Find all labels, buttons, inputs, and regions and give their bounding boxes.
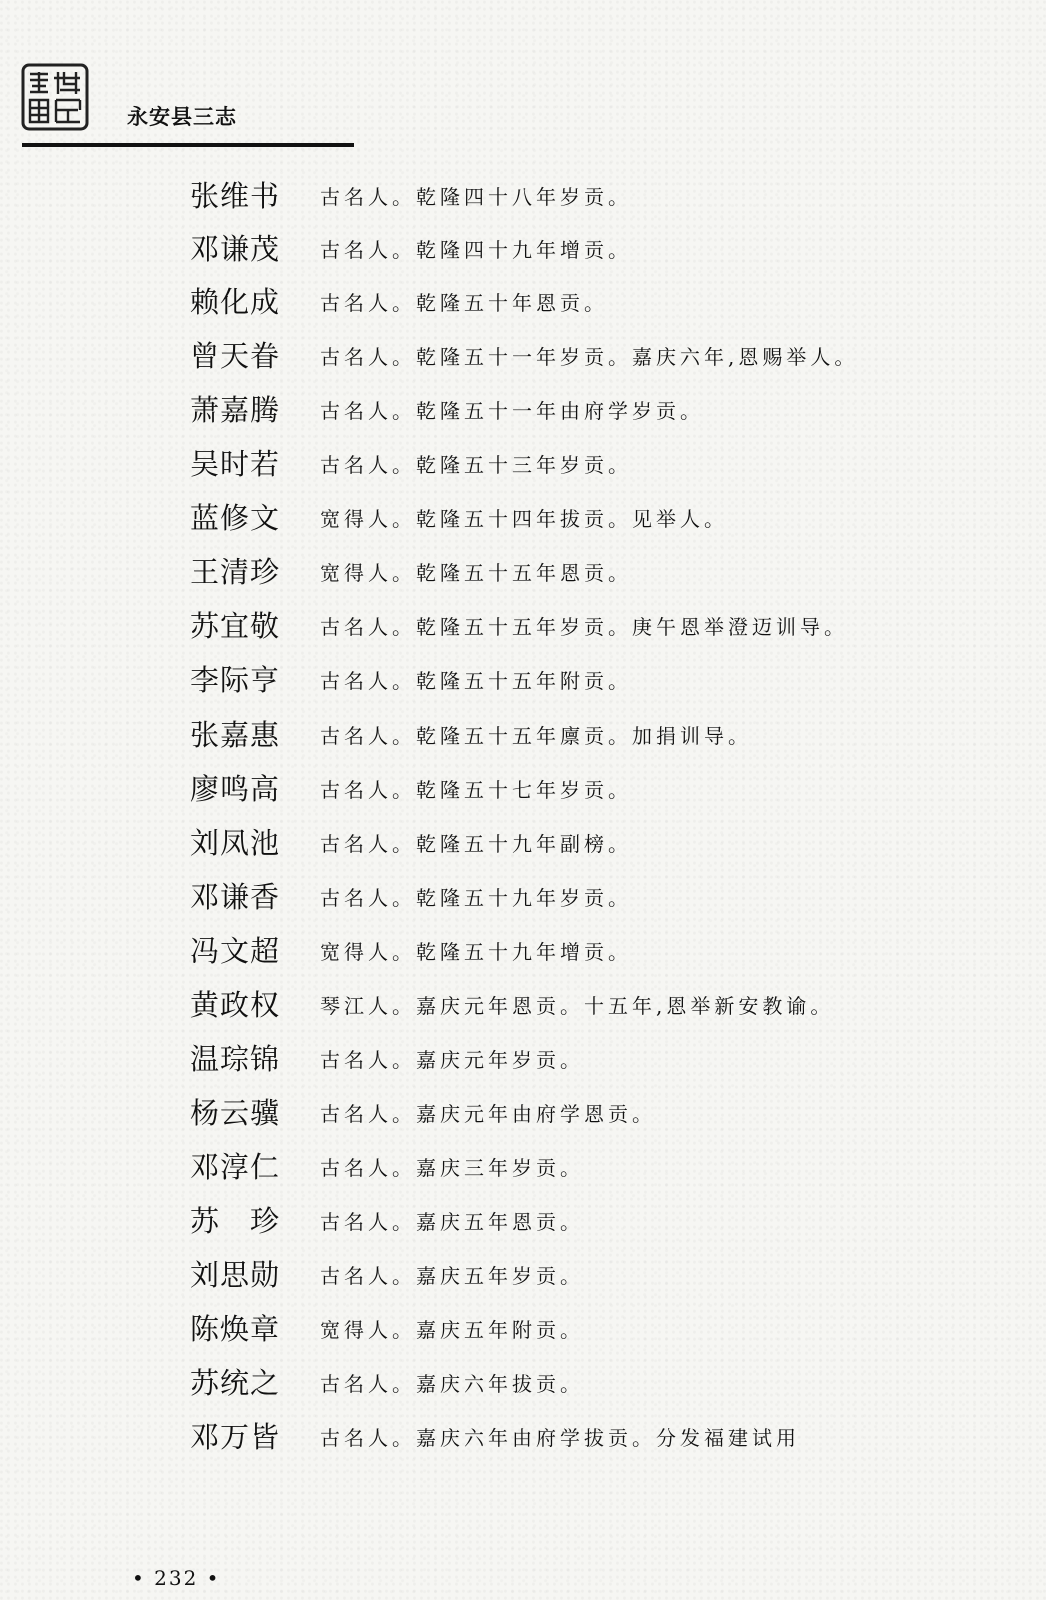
- list-item: [0, 929, 1046, 979]
- entry-desc: 宽得人。乾隆五十九年增贡。: [320, 940, 632, 964]
- list-item: [0, 1145, 1046, 1195]
- entry-name: 曾天眷: [190, 339, 281, 373]
- list-item: [0, 1199, 1046, 1249]
- entry-desc: 古名人。乾隆五十五年廪贡。加捐训导。: [320, 724, 752, 748]
- entry-desc: 古名人。嘉庆三年岁贡。: [320, 1156, 584, 1180]
- entry-name: 邓谦香: [190, 880, 281, 914]
- list-item: [0, 227, 1046, 277]
- entry-name: 赖化成: [190, 285, 281, 319]
- list-item: [0, 1091, 1046, 1141]
- entry-desc: 古名人。乾隆四十九年增贡。: [320, 238, 632, 262]
- entry-name: 邓淳仁: [190, 1150, 281, 1184]
- entry-desc: 古名人。乾隆五十五年岁贡。庚午恩举澄迈训导。: [320, 615, 848, 639]
- entry-name: 李际亨: [190, 663, 281, 697]
- list-item: [0, 713, 1046, 763]
- page-number: • 232 •: [132, 1566, 221, 1590]
- entry-name: 吴时若: [190, 447, 281, 481]
- list-item: [0, 658, 1046, 708]
- entry-name: 邓万皆: [190, 1420, 281, 1454]
- list-item: [0, 280, 1046, 330]
- list-item: [0, 334, 1046, 384]
- list-item: [0, 550, 1046, 600]
- entry-desc: 古名人。嘉庆六年由府学拔贡。分发福建试用: [320, 1426, 800, 1450]
- entry-desc: 古名人。嘉庆元年岁贡。: [320, 1048, 584, 1072]
- list-item: [0, 1253, 1046, 1303]
- list-item: [0, 767, 1046, 817]
- entry-desc: 古名人。乾隆五十年恩贡。: [320, 291, 608, 315]
- entry-desc: 古名人。嘉庆五年恩贡。: [320, 1210, 584, 1234]
- entry-name: 张维书: [190, 179, 281, 213]
- entry-name: 王清珍: [190, 555, 281, 589]
- entry-desc: 古名人。乾隆五十九年岁贡。: [320, 886, 632, 910]
- entry-name: 苏统之: [190, 1366, 281, 1400]
- entry-name: 温琮锦: [190, 1042, 281, 1076]
- entry-desc: 琴江人。嘉庆元年恩贡。十五年,恩举新安教谕。: [320, 994, 835, 1018]
- entry-name: 苏 珍: [190, 1204, 281, 1238]
- entry-desc: 古名人。乾隆五十三年岁贡。: [320, 453, 632, 477]
- list-item: [0, 604, 1046, 654]
- entry-desc: 古名人。乾隆五十一年由府学岁贡。: [320, 399, 704, 423]
- entry-name: 廖鸣高: [190, 772, 281, 806]
- header-rule: [22, 143, 354, 147]
- entry-name: 萧嘉腾: [190, 393, 281, 427]
- entry-desc: 古名人。乾隆五十七年岁贡。: [320, 778, 632, 802]
- entry-desc: 古名人。乾隆五十九年副榜。: [320, 832, 632, 856]
- running-header-title: 永安县三志: [127, 105, 237, 129]
- entry-name: 冯文超: [190, 934, 281, 968]
- entry-desc: 古名人。乾隆四十八年岁贡。: [320, 185, 632, 209]
- entry-desc: 古名人。嘉庆六年拔贡。: [320, 1372, 584, 1396]
- entry-name: 陈焕章: [190, 1312, 281, 1346]
- list-item: [0, 496, 1046, 546]
- entry-desc: 古名人。乾隆五十五年附贡。: [320, 669, 632, 693]
- list-item: [0, 875, 1046, 925]
- entry-name: 苏宜敬: [190, 609, 281, 643]
- entry-name: 刘凤池: [190, 826, 281, 860]
- entry-desc: 宽得人。乾隆五十四年拔贡。见举人。: [320, 507, 728, 531]
- list-item: [0, 1361, 1046, 1411]
- list-item: [0, 983, 1046, 1033]
- list-item: [0, 1307, 1046, 1357]
- entry-desc: 宽得人。乾隆五十五年恩贡。: [320, 561, 632, 585]
- list-item: [0, 388, 1046, 438]
- seal-logo-icon: [20, 62, 90, 132]
- entry-desc: 古名人。乾隆五十一年岁贡。嘉庆六年,恩赐举人。: [320, 345, 859, 369]
- entry-name: 蓝修文: [190, 501, 281, 535]
- entry-name: 黄政权: [190, 988, 281, 1022]
- entry-name: 邓谦茂: [190, 232, 281, 266]
- list-item: [0, 174, 1046, 224]
- entry-name: 张嘉惠: [190, 718, 281, 752]
- entry-desc: 古名人。嘉庆五年岁贡。: [320, 1264, 584, 1288]
- list-item: [0, 1415, 1046, 1465]
- entry-desc: 宽得人。嘉庆五年附贡。: [320, 1318, 584, 1342]
- entry-name: 杨云骥: [190, 1096, 281, 1130]
- list-item: [0, 821, 1046, 871]
- list-item: [0, 1037, 1046, 1087]
- list-item: [0, 442, 1046, 492]
- entry-name: 刘思勋: [190, 1258, 281, 1292]
- entry-desc: 古名人。嘉庆元年由府学恩贡。: [320, 1102, 656, 1126]
